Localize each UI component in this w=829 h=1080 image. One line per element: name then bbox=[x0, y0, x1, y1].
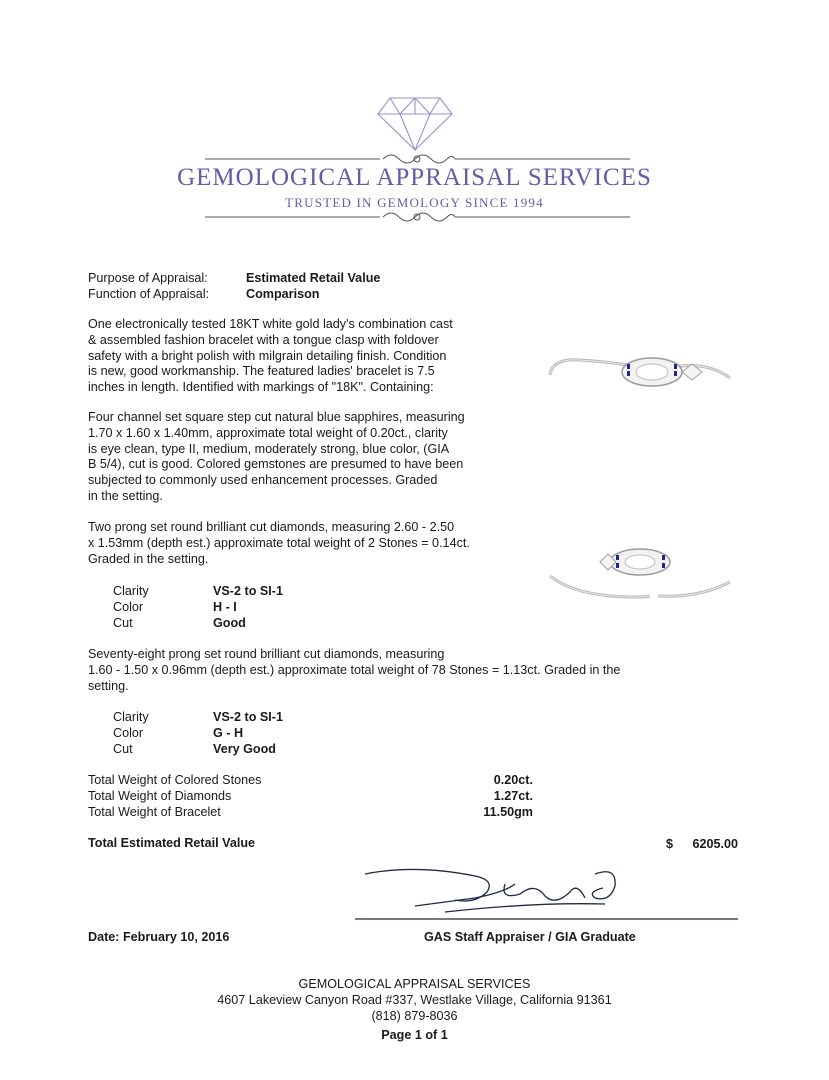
total-colored-stones-value: 0.20ct. bbox=[493, 773, 533, 787]
sapphire-description: Four channel set square step cut natural blue sapphires, measuring 1.70 x 1.60 x 1.40mm, approximate total weight of 0.20ct., clarity is eye clean, type II, medium, moderately strong, blue color, (GIA B 5/4), cut is good. Colored gemstones are presumed to have been subjected to commonly used enhancement processes. Graded in the setting. bbox=[88, 410, 465, 503]
grade-label-clarity: Clarity bbox=[113, 584, 149, 598]
function-label: Function of Appraisal: bbox=[88, 287, 210, 301]
total-bracelet-weight-value: 11.50gm bbox=[483, 805, 533, 819]
two-diamond-description: Two prong set round brilliant cut diamonds, measuring 2.60 - 2.50 x 1.53mm (depth est.) approximate total weight of 2 Stones = 0.14ct. Graded in the setting. bbox=[88, 520, 470, 566]
diamond-icon bbox=[376, 94, 454, 152]
function-value: Comparison bbox=[246, 287, 320, 301]
grade-value-clarity: VS-2 to SI-1 bbox=[213, 584, 283, 598]
grade-label-cut: Cut bbox=[113, 616, 133, 630]
bracelet-photo-bottom bbox=[540, 540, 740, 610]
signature-date: Date: February 10, 2016 bbox=[88, 930, 230, 944]
page-number: Page 1 of 1 bbox=[381, 1028, 448, 1042]
footer-phone: (818) 879-8036 bbox=[371, 1009, 458, 1023]
retail-value-label: Total Estimated Retail Value bbox=[88, 836, 256, 850]
grade-value-cut: Good bbox=[213, 616, 246, 630]
item-description: One electronically tested 18KT white gold lady's combination cast & assembled fashion bracelet with a tongue clasp with foldover safety with a bright polish with milgrain detailing finish. Condition is new, good workmanship. The featured ladies' bracelet is 7.5 inches in length. Identified with markings of "18K". Containing: bbox=[88, 317, 453, 395]
bracelet-photo-top bbox=[540, 330, 740, 410]
appraiser-title: GAS Staff Appraiser / GIA Graduate bbox=[424, 930, 636, 944]
header-divider-bottom bbox=[205, 208, 630, 226]
purpose-label: Purpose of Appraisal: bbox=[88, 271, 208, 285]
purpose-value: Estimated Retail Value bbox=[246, 271, 381, 285]
company-logo-title: GEMOLOGICAL APPRAISAL SERVICES bbox=[177, 164, 652, 191]
grade-value-clarity: VS-2 to SI-1 bbox=[213, 710, 283, 724]
footer-address: 4607 Lakeview Canyon Road #337, Westlake Village, California 91361 bbox=[217, 993, 612, 1007]
grade-label-color: Color bbox=[113, 726, 144, 740]
company-tagline: TRUSTED IN GEMOLOGY SINCE 1994 bbox=[285, 195, 544, 210]
total-colored-stones-label: Total Weight of Colored Stones bbox=[88, 773, 262, 787]
grade-value-color: H - I bbox=[213, 600, 237, 614]
currency-symbol: $ bbox=[666, 837, 674, 851]
seventy-eight-diamond-description: Seventy-eight prong set round brilliant cut diamonds, measuring 1.60 - 1.50 x 0.96mm (depth est.) approximate total weight of 78 Stones = 1.13ct. Graded in the setting. bbox=[88, 647, 621, 693]
total-bracelet-weight-label: Total Weight of Bracelet bbox=[88, 805, 221, 819]
grade-value-cut: Very Good bbox=[213, 742, 276, 756]
appraiser-signature bbox=[355, 862, 745, 932]
footer-company: GEMOLOGICAL APPRAISAL SERVICES bbox=[298, 977, 531, 991]
total-diamonds-label: Total Weight of Diamonds bbox=[88, 789, 232, 803]
grade-label-cut: Cut bbox=[113, 742, 133, 756]
retail-value: 6205.00 bbox=[692, 837, 738, 851]
total-diamonds-value: 1.27ct. bbox=[493, 789, 533, 803]
grade-label-clarity: Clarity bbox=[113, 710, 149, 724]
grade-label-color: Color bbox=[113, 600, 144, 614]
grade-value-color: G - H bbox=[213, 726, 244, 740]
